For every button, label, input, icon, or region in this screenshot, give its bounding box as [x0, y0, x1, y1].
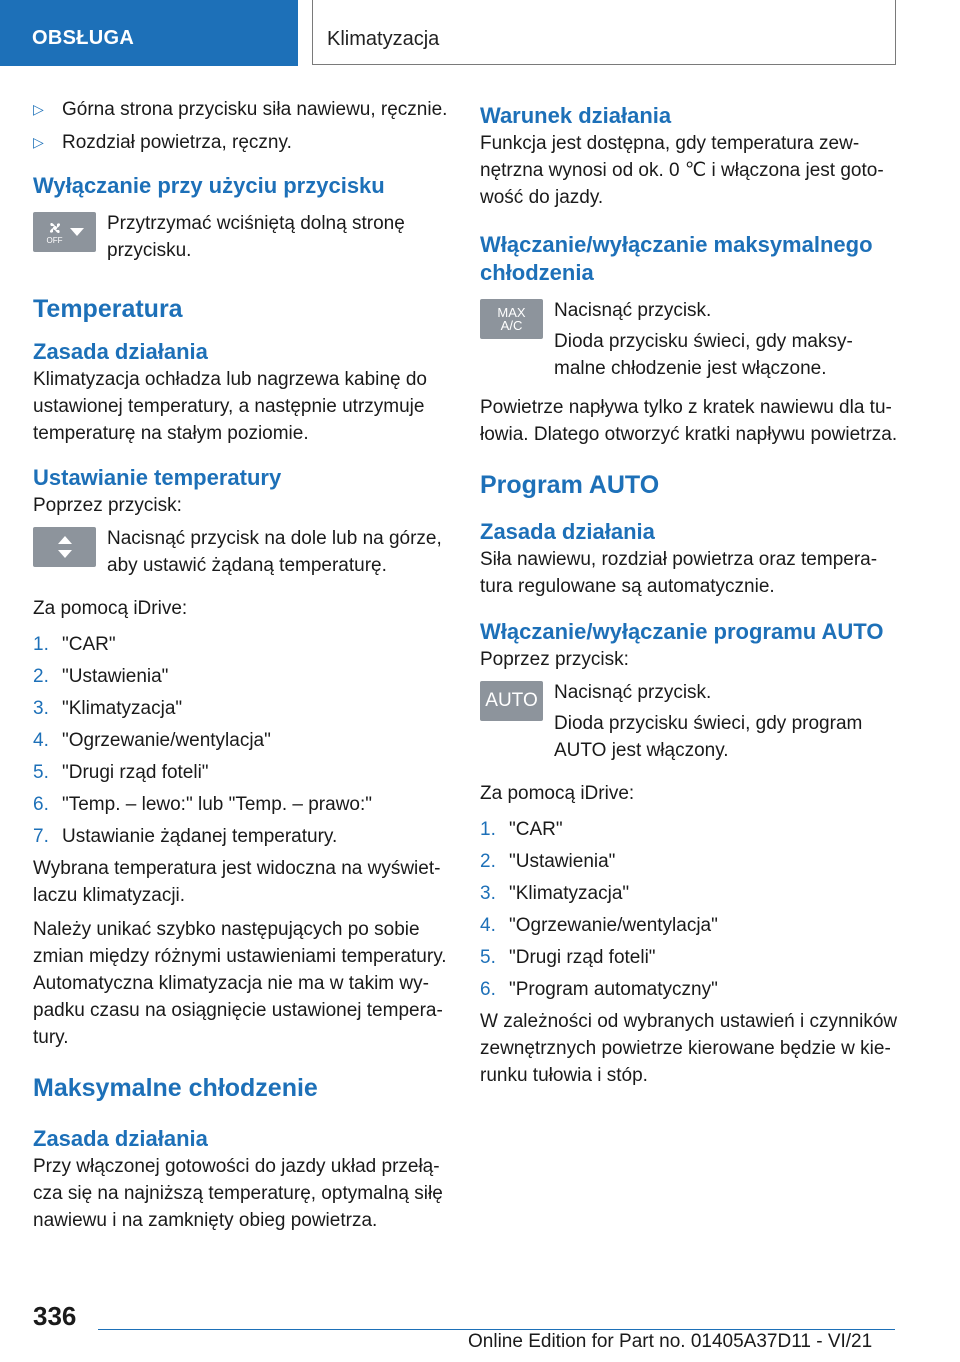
fan-icon [46, 220, 64, 236]
paragraph: Wybrana temperatura jest widoczna na wyświetlaczu klimatyzacji. [33, 858, 441, 906]
section-tab [0, 0, 298, 66]
heading-max-toggle: Włączanie/wyłączanie maksymalnego chłodzenia [480, 232, 873, 285]
paragraph: Za pomocą iDrive: [33, 598, 188, 619]
list-item: 5. "Drugi rząd foteli" [33, 762, 209, 783]
list-item: 1. "CAR" [480, 819, 563, 840]
heading-principle: Zasada działania [480, 519, 655, 544]
arrow-up-icon [58, 536, 72, 544]
heading-off: Wyłączanie przy użyciu przycisku [33, 173, 385, 198]
chapter-header [312, 0, 896, 65]
paragraph: Poprzez przycisk: [33, 495, 182, 516]
arrow-down-icon [58, 550, 72, 558]
max-instruction: Nacisnąć przycisk. [554, 300, 712, 321]
off-instruction: Przytrzymać wciśniętą dolną stronę przycisku. [107, 213, 405, 261]
list-item: ▷ Rozdział powietrza, ręczny. [33, 129, 448, 156]
list-item: ▷ Górna strona przycisku siła nawiewu, ręcznie. [33, 96, 448, 123]
fan-off-button-icon [33, 212, 96, 252]
max-button-row [480, 297, 898, 382]
paragraph: Funkcja jest dostępna, gdy temperatura zewnętrzna wynosi od ok. 0 ℃ i włączona jest gotowość do jazdy. [480, 133, 884, 208]
auto-led-text: Dioda przycisku świeci, gdy program AUTO jest włączony. [554, 713, 863, 761]
paragraph: Należy unikać szybko następujących po sobie zmian między różnymi ustawieniami temperatury. Automatyczna klimatyzacja nie ma w takim wypadku czasu na osiągnięcie ustawionej temperatury. [33, 919, 447, 1048]
list-item: 7. Ustawianie żądanej temperatury. [33, 826, 338, 847]
temp-instruction: Nacisnąć przycisk na dole lub na górze, aby ustawić żądaną temperaturę. [107, 528, 442, 576]
paragraph: W zależności od wybranych ustawień i czynników zewnętrznych powietrze kierowane będzie w kierunku tułowia i stóp. [480, 1011, 898, 1086]
heading-set-temperature: Ustawianie temperatury [33, 465, 282, 490]
heading-temperature: Temperatura [33, 295, 183, 323]
list-item: 3. "Klimatyzacja" [33, 698, 183, 719]
off-label: OFF [46, 235, 63, 245]
heading-auto: Program AUTO [480, 471, 660, 499]
paragraph: Za pomocą iDrive: [480, 783, 635, 804]
off-button-row [33, 210, 448, 264]
heading-auto-toggle: Włączanie/wyłączanie programu AUTO [480, 619, 884, 644]
list-item: 5. "Drugi rząd foteli" [480, 947, 656, 968]
list-item: 3. "Klimatyzacja" [480, 883, 630, 904]
heading-principle: Zasada działania [33, 1126, 208, 1151]
left-column [33, 96, 448, 1234]
heading-condition: Warunek działania [480, 103, 672, 128]
max-led-text: Dioda przycisku świeci, gdy maksymalne chłodzenie jest włączone. [554, 331, 853, 379]
paragraph: Poprzez przycisk: [480, 649, 629, 670]
edition-note: Online Edition for Part no. 01405A37D11 - VI/21 [468, 1331, 873, 1352]
temp-button-row [33, 525, 448, 579]
list-item: 2. "Ustawienia" [33, 666, 169, 687]
right-column [480, 96, 898, 1089]
triangle-bullet-icon: ▷ [33, 101, 44, 117]
paragraph: Powietrze napływa tylko z kratek nawiewu dla tułowia. Dlatego otworzyć kratki napływu powietrza. [480, 397, 898, 445]
heading-principle: Zasada działania [33, 339, 208, 364]
list-item: 6. "Program automatyczny" [480, 979, 718, 1000]
paragraph: Siła nawiewu, rozdział powietrza oraz temperatura regulowane są automatycznie. [480, 549, 878, 597]
list-item: 2. "Ustawienia" [480, 851, 616, 872]
arrow-down-icon [70, 228, 84, 236]
list-item: 6. "Temp. – lewo:" lub "Temp. – prawo:" [33, 794, 373, 815]
heading-max-cooling: Maksymalne chłodzenie [33, 1074, 318, 1102]
footer-divider [98, 1329, 895, 1330]
auto-instruction: Nacisnąć przycisk. [554, 682, 712, 703]
paragraph: Klimatyzacja ochładza lub nagrzewa kabinę do ustawionej temperatury, a następnie utrzymuje temperaturę na stałym poziomie. [33, 369, 427, 444]
list-item: 4. "Ogrzewanie/wentylacja" [33, 730, 271, 751]
auto-button-icon: AUTO [480, 681, 543, 721]
paragraph: Przy włączonej gotowości do jazdy układ przełącza się na najniższą temperaturę, optymalną siłę nawiewu i na zamknięty obieg powietrza. [33, 1156, 443, 1231]
max-ac-button-icon: MAX A/C [480, 299, 543, 339]
list-item: 4. "Ogrzewanie/wentylacja" [480, 915, 718, 936]
triangle-bullet-icon: ▷ [33, 134, 44, 150]
auto-button-row [480, 679, 898, 764]
temperature-button-icon [33, 527, 96, 567]
chapter-title: Klimatyzacja [327, 28, 440, 50]
page-number: 336 [33, 1301, 77, 1331]
list-item: 1. "CAR" [33, 634, 116, 655]
section-label: OBSŁUGA [32, 27, 135, 49]
